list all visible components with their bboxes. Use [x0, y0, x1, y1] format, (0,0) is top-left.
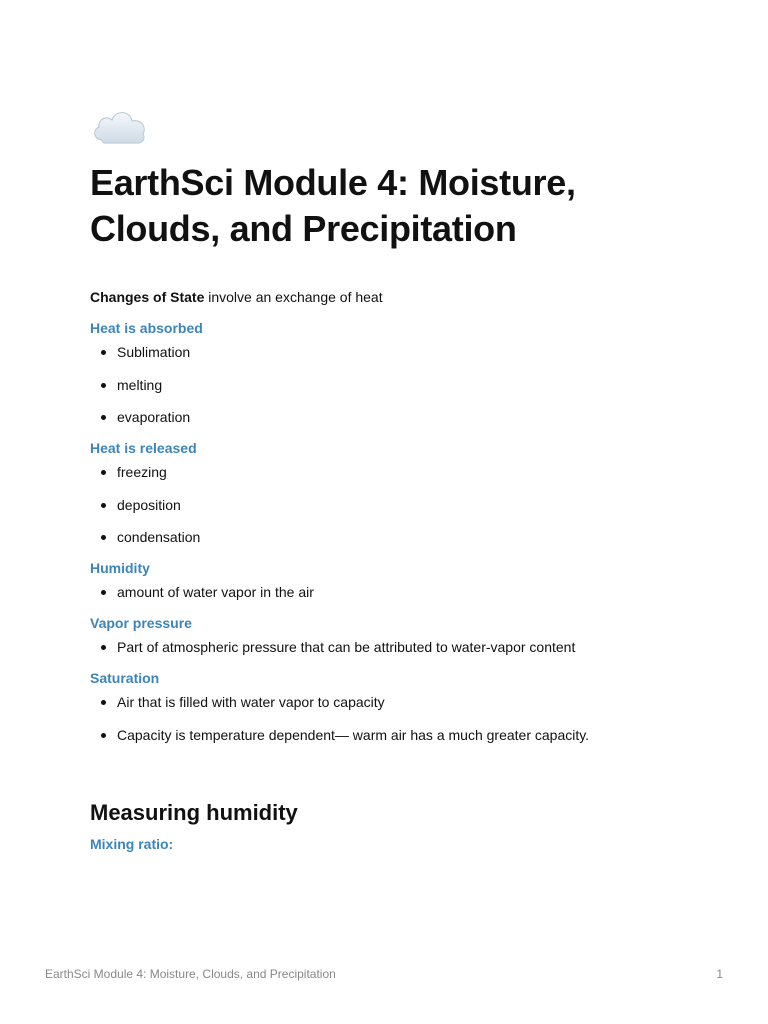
- subheading: Vapor pressure: [90, 615, 192, 631]
- section-saturation: [90, 669, 710, 744]
- subheading: Heat is absorbed: [90, 320, 203, 336]
- bullet-list: [90, 343, 710, 426]
- subheading: Saturation: [90, 670, 160, 686]
- section-humidity: [90, 559, 710, 601]
- section-heat-released: [90, 439, 710, 546]
- list-item: deposition: [90, 496, 710, 514]
- subheading: Heat is released: [90, 440, 197, 456]
- section-heading-measuring-humidity: Measuring humidity: [90, 799, 298, 825]
- subheading-mixing-ratio: Mixing ratio:: [90, 835, 174, 852]
- bullet-list: [90, 693, 710, 744]
- bullet-list: [90, 463, 710, 546]
- section-vapor-pressure: [90, 614, 710, 656]
- list-item: melting: [90, 376, 710, 394]
- cloud-icon: [90, 100, 150, 152]
- list-item: amount of water vapor in the air: [90, 583, 710, 601]
- page-footer: [45, 966, 723, 982]
- intro-bold-term: Changes of State: [90, 289, 205, 305]
- list-item: freezing: [90, 463, 710, 481]
- subheading: Humidity: [90, 560, 150, 576]
- page-title: EarthSci Module 4: Moisture, Clouds, and Precipitation: [90, 162, 576, 249]
- section-heat-absorbed: [90, 319, 710, 426]
- list-item: Air that is filled with water vapor to capacity: [90, 693, 710, 711]
- bullet-list: [90, 638, 710, 656]
- page-number: 1: [716, 967, 723, 981]
- list-item: condensation: [90, 528, 710, 546]
- intro-text: involve an exchange of heat: [204, 289, 383, 305]
- list-item: Part of atmospheric pressure that can be attributed to water-vapor content: [90, 638, 710, 656]
- list-item: Sublimation: [90, 343, 710, 361]
- list-item: evaporation: [90, 408, 710, 426]
- document-page: [90, 100, 710, 853]
- bullet-list: [90, 583, 710, 601]
- intro-paragraph: [90, 288, 710, 306]
- footer-title: EarthSci Module 4: Moisture, Clouds, and Precipitation: [45, 967, 336, 981]
- list-item: Capacity is temperature dependent— warm air has a much greater capacity.: [90, 726, 710, 744]
